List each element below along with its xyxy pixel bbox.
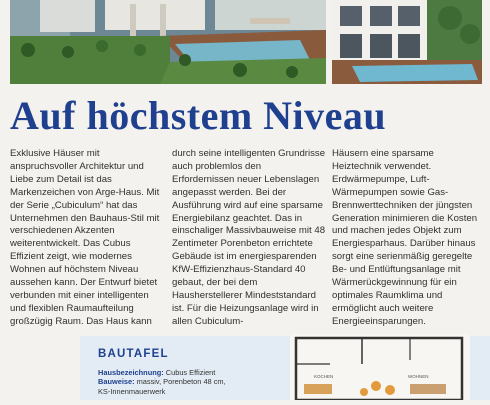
fact-row xyxy=(98,387,288,396)
column-text: Häusern eine sparsame Heiztechnik verwendet. Erdwärmepumpe, Luft-Wärmepumpen sowie Gas-Brennwerttechniken der jüngsten Generation minimieren die Kosten und machen jedes Objekt zum Energiesparhaus. Darüber hinaus sorgt eine serienmäßig geregelte Be- und Entlüftungsanlage mit Wärmerückgewinnung für ein optimales Raumklima und ermöglicht auch weitere Energieeinsparungen. xyxy=(332,148,478,327)
fact-value: massiv, Porenbeton 48 cm, xyxy=(136,377,226,387)
floor-plan xyxy=(290,334,470,400)
plan-label-kochen: KOCHEN xyxy=(314,374,334,379)
fact-box-title: BAUTAFEL xyxy=(98,348,169,360)
fact-value: Cubus Effizient xyxy=(165,368,216,377)
column-text: Exklusive Häuser mit anspruchsvoller Architektur und Liebe zum Detail ist das Markenzeichen von Arge-Haus. Mit der Serie „Cubiculum“ hat das Unternehmen den Bauhaus-Stil mit verschiedenen Akzenten weiterentwickelt. Das Cubus Effizient zeigt, wie modernes Wohnen auf höchstem Niveau aussehen kann. Der Entwurf bietet verbunden mit einer intelligenten und flexiblen Raumaufteilung großzügig Raum. Das Haus kann xyxy=(10,148,160,327)
article-column-3 xyxy=(332,148,484,329)
fact-value: KS-Innenmauerwerk xyxy=(98,386,166,396)
article-headline: Auf höchstem Niveau xyxy=(10,93,387,138)
fact-row xyxy=(98,368,288,377)
fact-row xyxy=(98,377,288,386)
fact-box-rows xyxy=(98,368,288,396)
fact-label: Bauweise: xyxy=(98,377,135,387)
fact-label: Hausbezeichnung: xyxy=(98,368,164,377)
house-photo-right xyxy=(332,0,482,84)
column-text: durch seine intelligenten Grundrisse auch problemlos den Erfordernissen neuer Lebenslagen angepasst werden. Bei der Ausführung wird auf eine sparsame Energiebilanz geachtet. Das in einschaliger Massivbauweise mit 48 Zentimeter Porenbeton errichtete Gebäude ist im energiesparenden KfW-Effizienzhaus-Standard 40 gebaut, der bei dem Hausherstellerer Mindeststandard ist. Für die Heizungsanlage wird in allen Cubiculum- xyxy=(172,148,326,327)
house-photo-left xyxy=(10,0,326,84)
plan-label-wohnen: WOHNEN xyxy=(408,374,429,379)
article-column-1 xyxy=(10,148,164,329)
article-column-2 xyxy=(172,148,326,329)
